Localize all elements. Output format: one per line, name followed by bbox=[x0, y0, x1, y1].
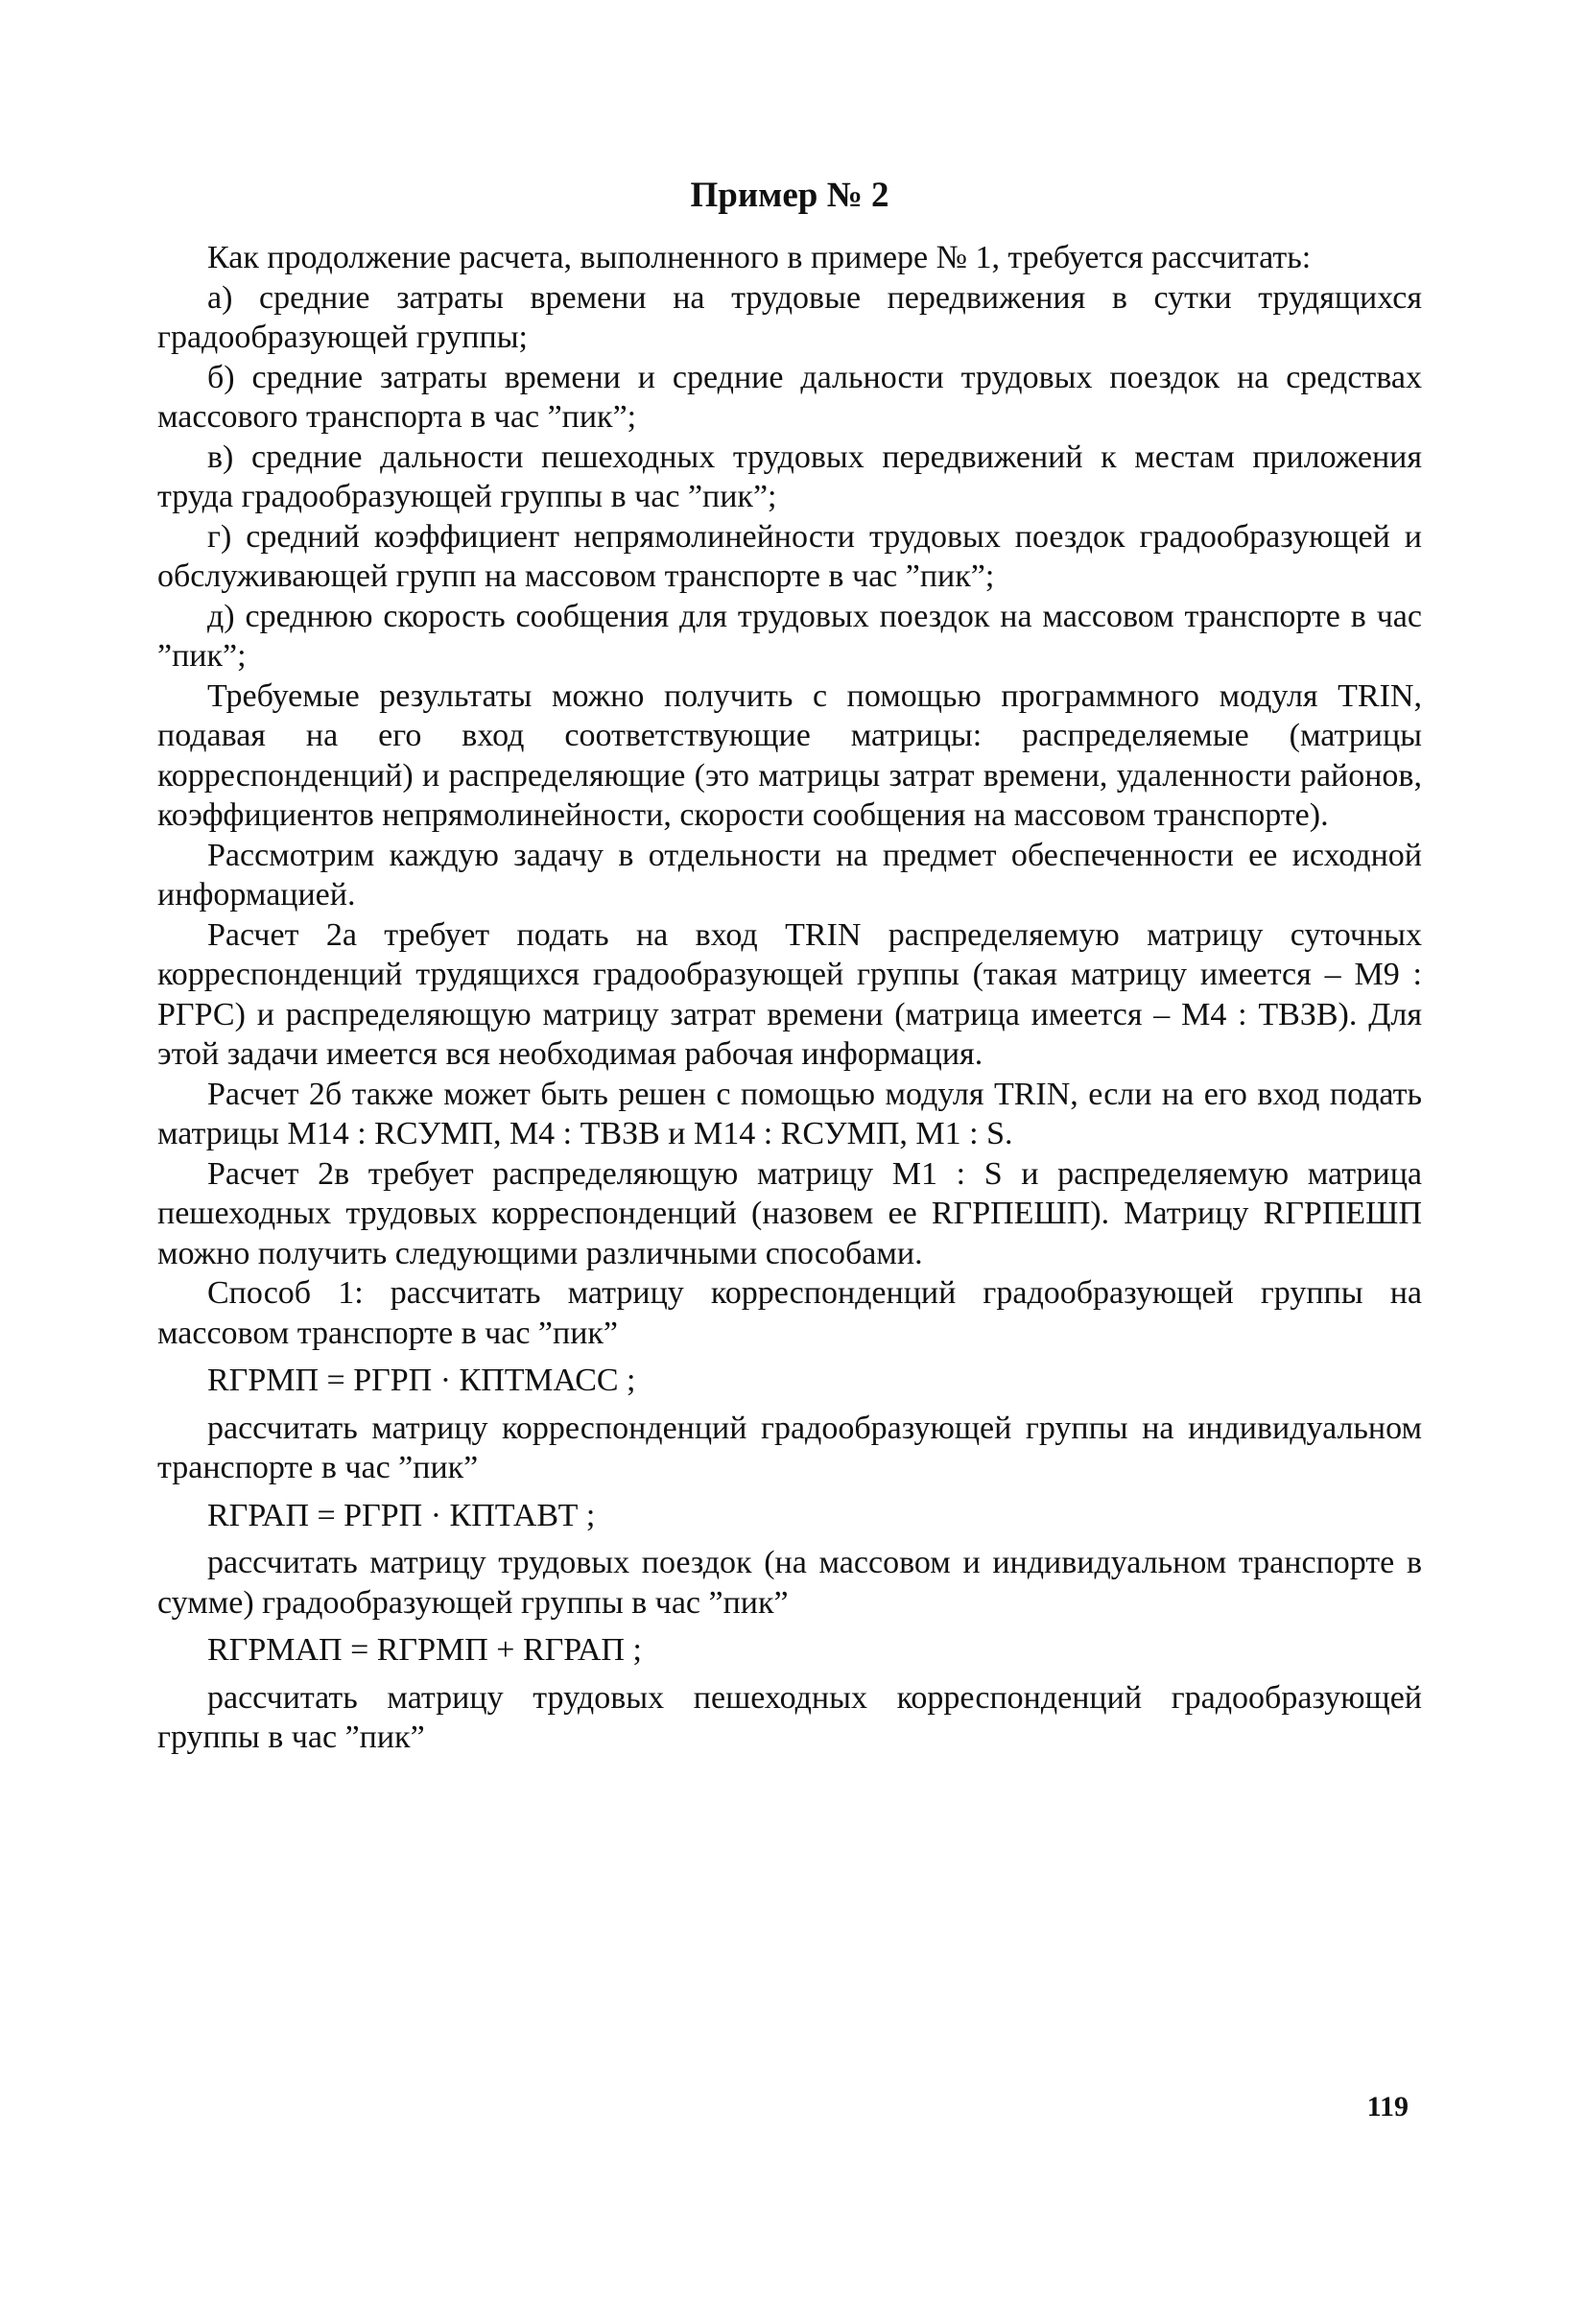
list-item-g: г) средний коэффициент непрямолинейности трудовых поездок градообразующей и обслуживающей групп на массовом транспорте в час ”пик”; bbox=[157, 518, 1422, 594]
list-item-v: в) средние дальности пешеходных трудовых передвижений к местам приложения труда градообразующей группы в час ”пик”; bbox=[157, 439, 1422, 514]
list-item-d: д) среднюю скорость сообщения для трудовых поездок на массовом транспорте в час ”пик”; bbox=[157, 598, 1422, 674]
paragraph-calc-2b: Расчет 2б также может быть решен с помощью модуля TRIN, если на его вход подать матрицы М14 : RСУМП, М4 : TВЗВ и М14 : RСУМП, М1 : S. bbox=[157, 1076, 1422, 1151]
paragraph-calc-2v: Расчет 2в требует распределяющую матрицу М1 : S и распределяемую матрица пешеходных трудовых корреспонденций (назовем ее RГРПЕШП). Матрицу RГРПЕШП можно получить следующими различными способами. bbox=[157, 1155, 1422, 1271]
paragraph-method-1: Способ 1: рассчитать матрицу корреспонденций градообразующей группы на массовом транспорте в час ”пик” bbox=[157, 1275, 1422, 1351]
example-heading: Пример № 2 bbox=[690, 176, 889, 215]
paragraph-required-results: Требуемые результаты можно получить с помощью программного модуля TRIN, подавая на его вход соответствующие матрицы: распределяемые (матрицы корреспонденций) и распределяющие (это матрицы затрат времени, удаленности районов, коэффициентов непрямолинейности, скорости сообщения на массовом транспорте). bbox=[157, 677, 1422, 833]
paragraph-total-trips: рассчитать матрицу трудовых поездок (на массовом и индивидуальном транспорте в сумме) градообразующей группы в час ”пик” bbox=[157, 1545, 1422, 1621]
paragraph-consider-tasks: Рассмотрим каждую задачу в отдельности на предмет обеспеченности ее исходной информацией. bbox=[157, 837, 1422, 913]
formula-rgrmap: RГРМАП = RГРМП + RГРАП ; bbox=[207, 1632, 642, 1668]
list-item-b: б) средние затраты времени и средние дальности трудовых поездок на средствах массового транспорта в час ”пик”; bbox=[157, 359, 1422, 435]
formula-rgrmp: RГРМП = PГРП · КПТМАСС ; bbox=[207, 1363, 636, 1398]
list-item-a: а) средние затраты времени на трудовые передвижения в сутки трудящихся градообразующей группы; bbox=[157, 279, 1422, 355]
paragraph-individual-transport: рассчитать матрицу корреспонденций градообразующей группы на индивидуальном транспорте в час ”пик” bbox=[157, 1410, 1422, 1485]
body-text bbox=[157, 238, 1422, 1758]
page-number: 119 bbox=[1366, 2091, 1409, 2122]
document-page bbox=[157, 0, 1422, 2324]
paragraph-calc-2a: Расчет 2а требует подать на вход TRIN распределяемую матрицу суточных корреспонденций трудящихся градообразующей группы (такая матрицу имеется – М9 : PГРС) и распределяющую матрицу затрат времени (матрица имеется – М4 : TВЗВ). Для этой задачи имеется вся необходимая рабочая информация. bbox=[157, 916, 1422, 1072]
intro-paragraph: Как продолжение расчета, выполненного в примере № 1, требуется рассчитать: bbox=[207, 240, 1312, 275]
formula-rgrap: RГРАП = PГРП · КПТАВТ ; bbox=[207, 1497, 596, 1533]
paragraph-pedestrian: рассчитать матрицу трудовых пешеходных корреспонденций градообразующей группы в час ”пик” bbox=[157, 1679, 1422, 1755]
